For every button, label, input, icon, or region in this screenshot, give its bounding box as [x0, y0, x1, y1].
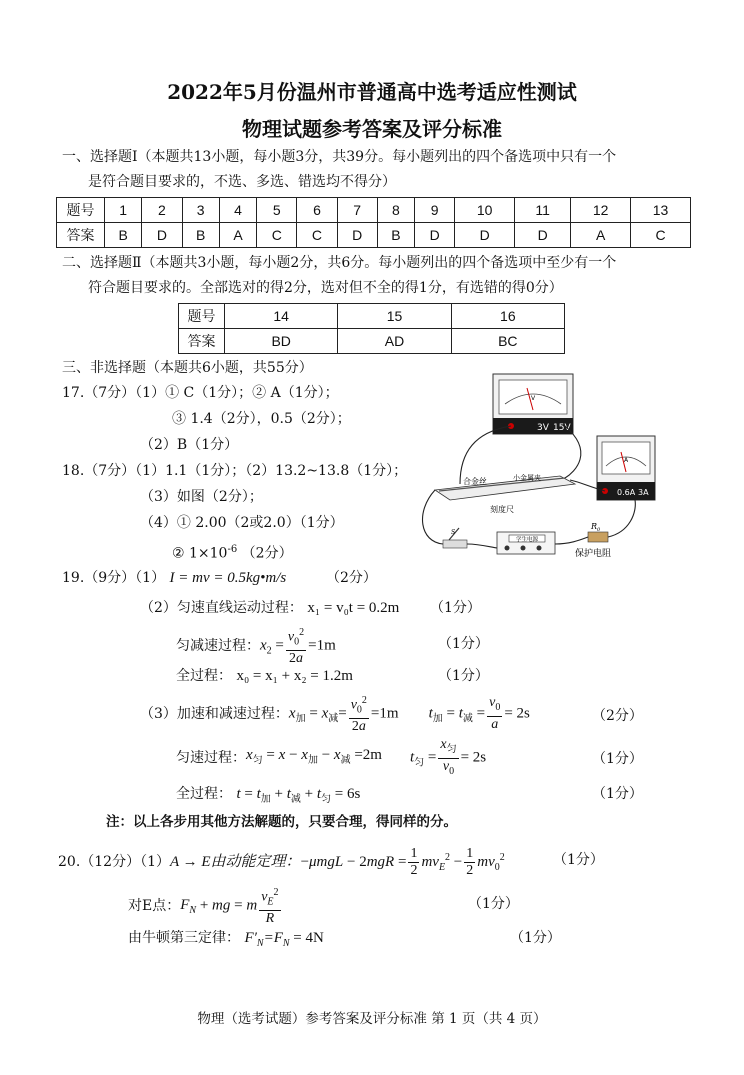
q18-line1: 18.（7分）（1）1.1（1分）；（2）13.2~13.8（1分）； — [62, 463, 408, 479]
page-title: 2022年5月份温州市普通高中选考适应性测试 — [167, 80, 577, 104]
cell-number: 6 — [297, 198, 337, 223]
ammeter-range-0.6a: 0.6A — [617, 488, 636, 497]
q20-line3-score: （1分） — [510, 930, 561, 946]
row-label-answer: 答案 — [179, 329, 225, 354]
q19-line2-score: （1分） — [430, 600, 481, 616]
clip-label: 小金属夹 — [513, 474, 541, 482]
q19-line5-score: （2分） — [592, 708, 643, 724]
q20-line3-label: 由牛顿第三定律： — [128, 930, 240, 946]
q19-line4-score: （1分） — [438, 668, 489, 684]
power-supply-label: 学生电源 — [515, 537, 539, 543]
cell-number: 5 — [257, 198, 297, 223]
table-row — [179, 329, 565, 354]
ammeter — [597, 436, 655, 500]
cell-answer: C — [297, 223, 337, 248]
q19-line7-score: （1分） — [592, 786, 643, 802]
q19-x1-equation: x₁ = v₀t = 0.2m — [307, 600, 400, 616]
cell-answer: B — [105, 223, 142, 248]
table-row — [57, 223, 691, 248]
q20-force-equation: $F_N$ + mg = m $\frac{v_E^2}{R}$ — [180, 886, 279, 927]
q20-line2-score: （1分） — [468, 896, 519, 912]
voltmeter-range-15v: 15V — [553, 423, 571, 433]
q20-fn-prime: F′ — [244, 930, 257, 946]
wire-label: 合金丝 — [463, 477, 487, 486]
q19-line3-label: 匀减速过程： — [176, 638, 260, 654]
cell-number: 15 — [338, 304, 451, 329]
r0-label: R — [591, 522, 598, 531]
q19-accel-t-equation: $t_加 = t_减$ = $\frac{v_0}{a}$ = 2s — [428, 695, 530, 732]
q18-line3: （4）① 2.00（2或2.0）（1分） — [140, 515, 344, 531]
cell-answer: D — [337, 223, 377, 248]
section2-heading-cont: 符合题目要求的。全部选对的得2分，选对但不全的得1分，有选错的得0分） — [88, 280, 563, 296]
cell-answer: BD — [225, 329, 338, 354]
cell-answer: A — [571, 223, 631, 248]
q19-line2-label: （2）匀速直线运动过程： — [140, 600, 303, 616]
cell-number: 13 — [631, 198, 691, 223]
cell-number: 14 — [225, 304, 338, 329]
cell-answer: D — [455, 223, 515, 248]
q20-label: 20.（12分）（1） — [58, 854, 170, 870]
q19-line5-label: （3）加速和减速过程： — [140, 706, 289, 722]
cell-number: 8 — [377, 198, 414, 223]
section1-heading-cont: 是符合题目要求的，不选、多选、错选均不得分） — [88, 174, 396, 190]
section2-answer-table — [178, 303, 565, 354]
ammeter-symbol: A — [623, 457, 629, 464]
q19-line6-label: 匀速过程： — [176, 750, 246, 766]
section2-heading: 二、选择题Ⅱ（本题共3小题，每小题2分，共6分。每小题列出的四个备选项中至少有一个 — [62, 255, 617, 271]
q19-momentum-equation: I = mv = 0.5kg•m/s — [169, 570, 287, 586]
power-supply — [497, 532, 555, 554]
cell-answer: AD — [338, 329, 451, 354]
q19-uniform-x-equation: $x_匀 = x - x_加 - x_减 =2m$ — [246, 747, 382, 766]
ammeter-range-3a: 3A — [638, 488, 649, 497]
q19-line6 — [176, 738, 486, 778]
q20-fn: =F — [263, 930, 283, 946]
q19-line7 — [176, 784, 360, 810]
q20-line2-label: 对E点： — [128, 898, 181, 914]
cell-number: 10 — [455, 198, 515, 223]
q18-line4 — [172, 540, 293, 564]
cell-answer: D — [415, 223, 455, 248]
q19-line3-score: （1分） — [438, 636, 489, 652]
cell-answer: B — [182, 223, 219, 248]
q19-accel-x-equation: $x_加 = x_减=$ $\frac{v_0^2}{2a}$ =1m — [288, 694, 399, 735]
ruler — [435, 473, 575, 514]
q20-newton3-equation: $F'_N=F_N = 4N$ — [244, 930, 324, 949]
table-row — [179, 304, 565, 329]
q20-line1 — [58, 842, 505, 882]
q18-line4-score: （2分） — [241, 545, 293, 562]
cell-answer: A — [219, 223, 256, 248]
section3-heading: 三、非选择题（本题共6小题，共55分） — [62, 360, 313, 376]
q19-line6-score: （1分） — [592, 751, 643, 767]
q20-line1-score: （1分） — [553, 852, 604, 868]
q19-line3 — [176, 626, 336, 666]
q20-line2 — [128, 886, 283, 926]
page-footer: 物理（选考试题）参考答案及评分标准 第 1 页（共 4 页） — [197, 1011, 547, 1027]
cell-answer: B — [377, 223, 414, 248]
q19-line7-label: 全过程： — [176, 786, 232, 802]
voltmeter — [493, 374, 573, 434]
q19-line5 — [140, 694, 530, 734]
cell-answer: C — [631, 223, 691, 248]
q18-exponent: -6 — [227, 544, 238, 555]
q19-line4 — [176, 666, 353, 686]
q17-line3: （2）B（1分） — [140, 437, 239, 453]
q19-total-t-equation: $t = t_加 + t_减 + t_匀 = 6s$ — [236, 786, 361, 805]
voltmeter-symbol: V — [530, 395, 536, 402]
q19-line1-score: （2分） — [326, 570, 377, 586]
r0-subscript: 0 — [597, 527, 601, 533]
section1-answer-table — [56, 197, 691, 248]
resistor-label: 保护电阻 — [575, 549, 612, 559]
q19-line1 — [62, 568, 286, 588]
switch — [443, 528, 467, 548]
q19-uniform-t-equation: $t_匀$ = $\frac{x_匀}{v_0}$ = 2s — [409, 736, 487, 777]
cell-answer: C — [257, 223, 297, 248]
row-label-number: 题号 — [57, 198, 105, 223]
q17-line2: ③ 1.4（2分），0.5（2分）； — [172, 411, 351, 427]
q20-energy-equation: −μmgL − 2mgR = $\frac{1}{2}$ $mv_E^2$ − $\frac{1}{2}$ $mv_0^2$ — [300, 845, 505, 878]
q19-x2-equation: $x_2$ = $\frac{v_0^2}{2a}$ =1m — [260, 626, 336, 667]
table-row — [57, 198, 691, 223]
q19-note: 注：以上各步用其他方法解题的，只要合理，得同样的分。 — [106, 814, 457, 830]
q20-line1-prefix: A → E由动能定理： — [170, 854, 301, 870]
cell-number: 7 — [337, 198, 377, 223]
protective-resistor — [575, 522, 611, 559]
ruler-label: 刻度尺 — [490, 505, 514, 514]
cell-number: 2 — [142, 198, 182, 223]
q20-fn-value: = 4N — [293, 930, 324, 946]
section1-heading: 一、选择题Ⅰ（本题共13小题，每小题3分，共39分。每小题列出的四个备选项中只有一个 — [62, 149, 617, 165]
cell-number: 4 — [219, 198, 256, 223]
q20-line3 — [128, 928, 324, 954]
q17-line1: 17.（7分）（1）① C（1分）；② A（1分）； — [62, 385, 339, 401]
q19-label: 19.（9分）（1） — [62, 570, 166, 586]
page-subtitle: 物理试题参考答案及评分标准 — [242, 117, 502, 141]
q18-line4-value: ② 1×10 — [172, 545, 228, 562]
q19-line2 — [140, 598, 399, 618]
cell-number: 3 — [182, 198, 219, 223]
q19-line4-label: 全过程： — [176, 668, 232, 684]
cell-answer: BC — [451, 329, 564, 354]
q19-x0-equation: x₀ = x₁ + x₂ = 1.2m — [236, 668, 353, 684]
cell-answer: D — [515, 223, 571, 248]
q18-line2: （3）如图（2分）； — [140, 489, 263, 505]
voltmeter-range-3v: 3V — [537, 423, 549, 433]
circuit-figure — [415, 372, 665, 570]
cell-number: 16 — [451, 304, 564, 329]
cell-number: 11 — [515, 198, 571, 223]
cell-number: 9 — [415, 198, 455, 223]
row-label-number: 题号 — [179, 304, 225, 329]
svg-text:R0 — [590, 522, 601, 533]
cell-answer: D — [142, 223, 182, 248]
cell-number: 12 — [571, 198, 631, 223]
switch-label: S — [451, 529, 456, 536]
row-label-answer: 答案 — [57, 223, 105, 248]
cell-number: 1 — [105, 198, 142, 223]
